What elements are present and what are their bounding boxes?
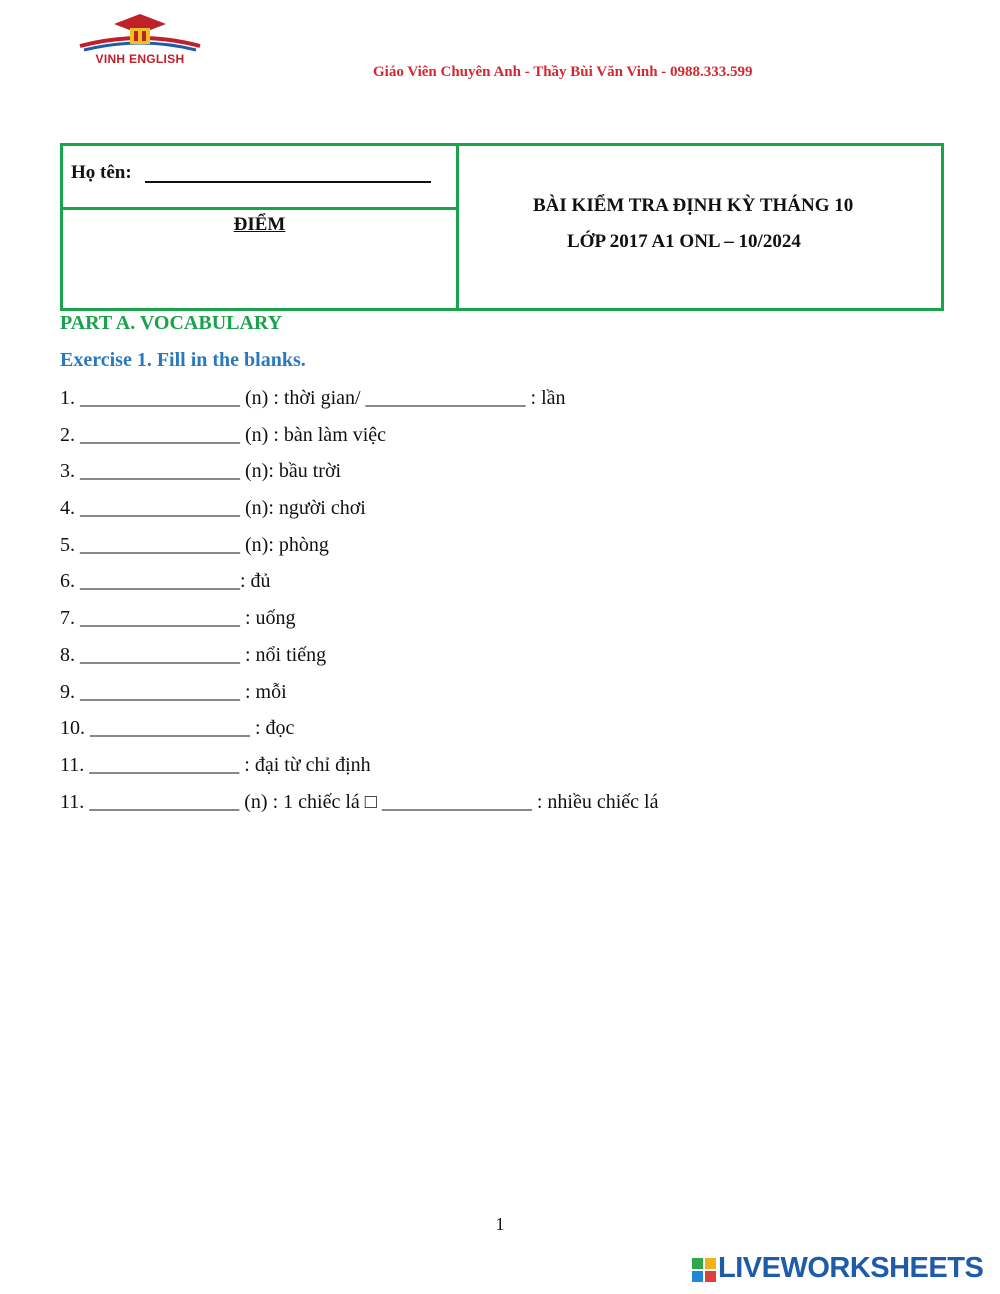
question-item[interactable]: 4. ________________ (n): người chơi [60,497,366,520]
question-list [60,385,940,825]
name-label: Họ tên: [71,162,132,183]
question-item[interactable]: 3. ________________ (n): bầu trời [60,460,342,483]
question-item[interactable]: 5. ________________ (n): phòng [60,533,329,556]
info-box [60,143,944,311]
question-item[interactable]: 7. ________________ : uống [60,607,296,630]
class-line: LỚP 2017 A1 ONL – 10/2024 [567,231,801,252]
box-divider-horizontal [63,207,456,210]
box-divider-vertical [456,146,459,308]
vinh-english-logo [70,12,210,74]
name-field[interactable] [145,181,431,183]
graduation-cap-icon [70,12,210,54]
question-item[interactable]: 9. ________________ : mỗi [60,680,287,703]
score-label: ĐIỂM [233,214,286,235]
question-item[interactable]: 8. ________________ : nổi tiếng [60,643,327,666]
question-item[interactable]: 11. _______________ : đại từ chỉ định [60,753,371,776]
question-item[interactable]: 11. _______________ (n) : 1 chiếc lá □ _______________ : nhiều chiếc lá [60,790,659,813]
question-item[interactable]: 1. ________________ (n) : thời gian/ ________________ : lần [60,387,566,409]
page-number: 1 [495,1214,505,1234]
logo-text: VINH ENGLISH [95,52,185,66]
question-item[interactable]: 2. ________________ (n) : bàn làm việc [60,423,387,446]
question-item[interactable]: 6. ________________: đủ [60,570,271,593]
liveworksheets-text: LIVEWORKSHEETS [718,1252,984,1284]
teacher-contact: Giáo Viên Chuyên Anh - Thầy Bùi Văn Vinh - 0988.333.599 [373,64,753,80]
exercise-title: Exercise 1. Fill in the blanks. [60,349,306,371]
part-title: PART A. VOCABULARY [60,312,283,334]
question-item[interactable]: 10. ________________ : đọc [60,717,295,740]
liveworksheets-mark-icon [692,1258,716,1282]
test-title: BÀI KIỂM TRA ĐỊNH KỲ THÁNG 10 [533,195,854,216]
